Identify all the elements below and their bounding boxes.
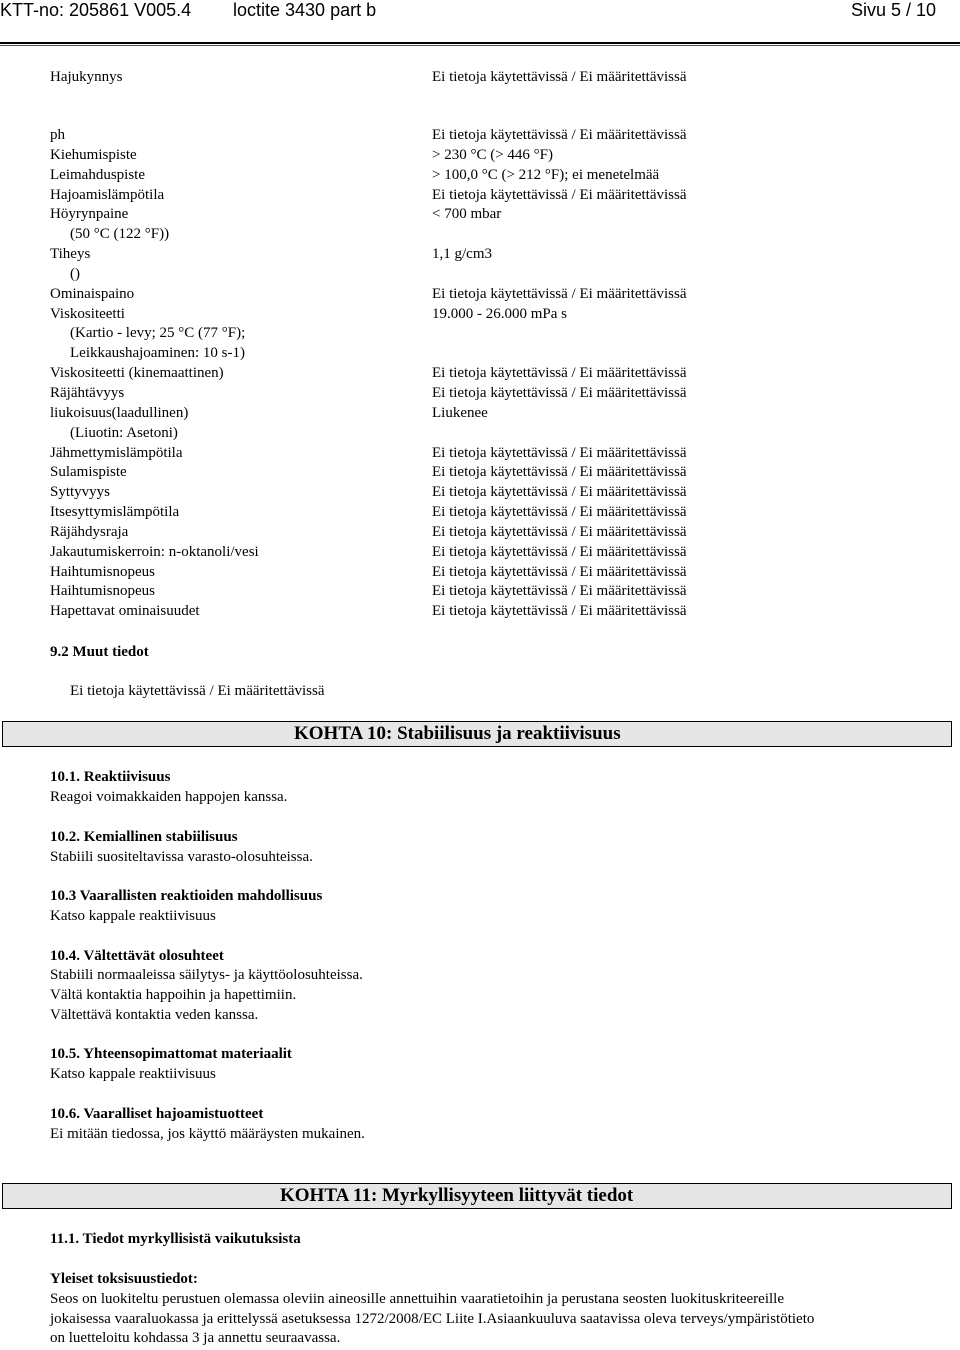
other-info-text: Ei tietoja käytettävissä / Ei määritettävissä — [70, 683, 325, 699]
s10-5-text: Katso kappale reaktiivisuus — [50, 1066, 216, 1082]
header-rule-thin — [0, 45, 960, 46]
property-value — [432, 225, 687, 245]
s10-3-text: Katso kappale reaktiivisuus — [50, 908, 216, 924]
header-rule — [0, 42, 960, 44]
s11-text-line: on luetteloitu kohdassa 3 ja annettu seuraavassa. — [50, 1330, 341, 1346]
property-label: Leikkaushajoaminen: 10 s-1) — [70, 345, 245, 362]
property-value: > 100,0 °C (> 212 °F); ei menetelmää — [432, 166, 660, 183]
property-value: Ei tietoja käytettävissä / Ei määritettävissä — [432, 127, 687, 143]
property-label: Hajoamislämpötila — [50, 186, 165, 203]
s10-4-line: Vältettävä kontaktia veden kanssa. — [50, 1007, 259, 1023]
property-labels — [50, 126, 259, 622]
property-value — [432, 265, 687, 285]
other-info-heading: 9.2 Muut tiedot — [50, 644, 149, 660]
page-number: Sivu 5 / 10 — [851, 0, 937, 20]
property-value: Ei tietoja käytettävissä / Ei määritettävissä — [432, 186, 687, 203]
property-label: Ominaispaino — [50, 285, 135, 302]
doc-id: KTT-no: 205861 V005.4 — [0, 0, 192, 20]
property-value: Liukenee — [432, 404, 488, 421]
s11-general-heading: Yleiset toksisuustiedot: — [50, 1271, 198, 1287]
s11-text-line: Seos on luokiteltu perustuen olemassa oleviin aineosille annettuihin vaaratietoihin ja perustana seosten luokituskriteereille — [50, 1291, 784, 1307]
property-value: Ei tietoja käytettävissä / Ei määritettävissä — [432, 464, 687, 481]
property-value: Ei tietoja käytettävissä / Ei määritettävissä — [432, 285, 687, 302]
property-label: Kiehumispiste — [50, 146, 137, 163]
property-value: > 230 °C (> 446 °F) — [432, 146, 554, 163]
s10-5-heading: 10.5. Yhteensopimattomat materiaalit — [50, 1046, 292, 1062]
property-value: Ei tietoja käytettävissä / Ei määritettävissä — [432, 365, 687, 382]
property-label: Haihtumisnopeus — [50, 583, 155, 600]
s10-6-heading: 10.6. Vaaralliset hajoamistuotteet — [50, 1106, 264, 1122]
property-label: Itsesyttymislämpötila — [50, 504, 180, 521]
property-label: Leimahduspiste — [50, 166, 145, 183]
property-label: Räjähtävyys — [50, 384, 125, 401]
property-label: Räjähdysraja — [50, 523, 129, 540]
property-label: Viskositeetti (kinemaattinen) — [50, 365, 224, 382]
property-label: Haihtumisnopeus — [50, 563, 155, 580]
property-label: Jakautumiskerroin: n-oktanoli/vesi — [50, 543, 259, 560]
property-value: Ei tietoja käytettävissä / Ei määritettävissä — [432, 543, 687, 560]
s10-3-heading: 10.3 Vaarallisten reaktioiden mahdollisuus — [50, 888, 323, 904]
property-label: Höyrynpaine — [50, 206, 129, 223]
property-values — [432, 126, 687, 622]
property-value: Ei tietoja käytettävissä / Ei määritettävissä — [432, 583, 687, 600]
property-label: Hapettavat ominaisuudet — [50, 603, 200, 620]
s10-4-heading: 10.4. Vältettävät olosuhteet — [50, 948, 224, 964]
property-value: < 700 mbar — [432, 206, 502, 223]
property-value — [432, 424, 687, 444]
property-value: Ei tietoja käytettävissä / Ei määritettävissä — [432, 484, 687, 501]
property-value: Ei tietoja käytettävissä / Ei määritettävissä — [432, 504, 687, 521]
property-value — [432, 344, 687, 364]
property-value — [432, 324, 687, 344]
section10-title: KOHTA 10: Stabiilisuus ja reaktiivisuus — [294, 723, 621, 744]
property-value: Ei tietoja käytettävissä / Ei määritettävissä — [432, 523, 687, 540]
s11-1-heading: 11.1. Tiedot myrkyllisistä vaikutuksista — [50, 1231, 301, 1247]
s10-6-text: Ei mitään tiedossa, jos käyttö määräysten mukainen. — [50, 1126, 365, 1142]
property-label: ph — [50, 127, 65, 143]
property-value: 19.000 - 26.000 mPa s — [432, 305, 567, 322]
property-value: Ei tietoja käytettävissä / Ei määritettävissä — [432, 603, 687, 620]
property-label: (Kartio - levy; 25 °C (77 °F); — [70, 325, 246, 342]
property-label: Viskositeetti — [50, 305, 125, 322]
product-name: loctite 3430 part b — [233, 0, 377, 20]
property-label: Syttyvyys — [50, 484, 111, 501]
odor-label: Hajukynnys — [50, 69, 123, 85]
property-label: Sulamispiste — [50, 464, 127, 481]
s10-4-line: Stabiili normaaleissa säilytys- ja käyttöolosuhteissa. — [50, 967, 363, 983]
property-label: (Liuotin: Asetoni) — [70, 424, 178, 441]
property-label: (50 °C (122 °F)) — [70, 226, 170, 243]
s10-2-heading: 10.2. Kemiallinen stabiilisuus — [50, 829, 238, 845]
property-value: 1,1 g/cm3 — [432, 246, 492, 263]
s10-2-text: Stabiili suositeltavissa varasto-olosuhteissa. — [50, 849, 313, 865]
property-label: Tiheys — [50, 246, 91, 263]
property-value: Ei tietoja käytettävissä / Ei määritettävissä — [432, 444, 687, 461]
s10-1-heading: 10.1. Reaktiivisuus — [50, 769, 171, 785]
odor-value: Ei tietoja käytettävissä / Ei määritettävissä — [432, 69, 687, 85]
s10-1-text: Reagoi voimakkaiden happojen kanssa. — [50, 789, 288, 805]
property-label: () — [70, 265, 80, 282]
property-label: Jähmettymislämpötila — [50, 444, 183, 461]
s11-text-line: jokaisessa vaaraluokassa ja erittelyssä asetuksessa 1272/2008/EC Liite I.Asiaankuuluva saatavissa oleva terveys/ympäristötieto — [50, 1311, 815, 1327]
section11-title: KOHTA 11: Myrkyllisyyteen liittyvät tiedot — [280, 1185, 634, 1206]
property-value: Ei tietoja käytettävissä / Ei määritettävissä — [432, 563, 687, 580]
s10-4-line: Vältä kontaktia happoihin ja hapettimiin. — [50, 987, 297, 1003]
property-value: Ei tietoja käytettävissä / Ei määritettävissä — [432, 384, 687, 401]
property-label: liukoisuus(laadullinen) — [50, 404, 189, 421]
